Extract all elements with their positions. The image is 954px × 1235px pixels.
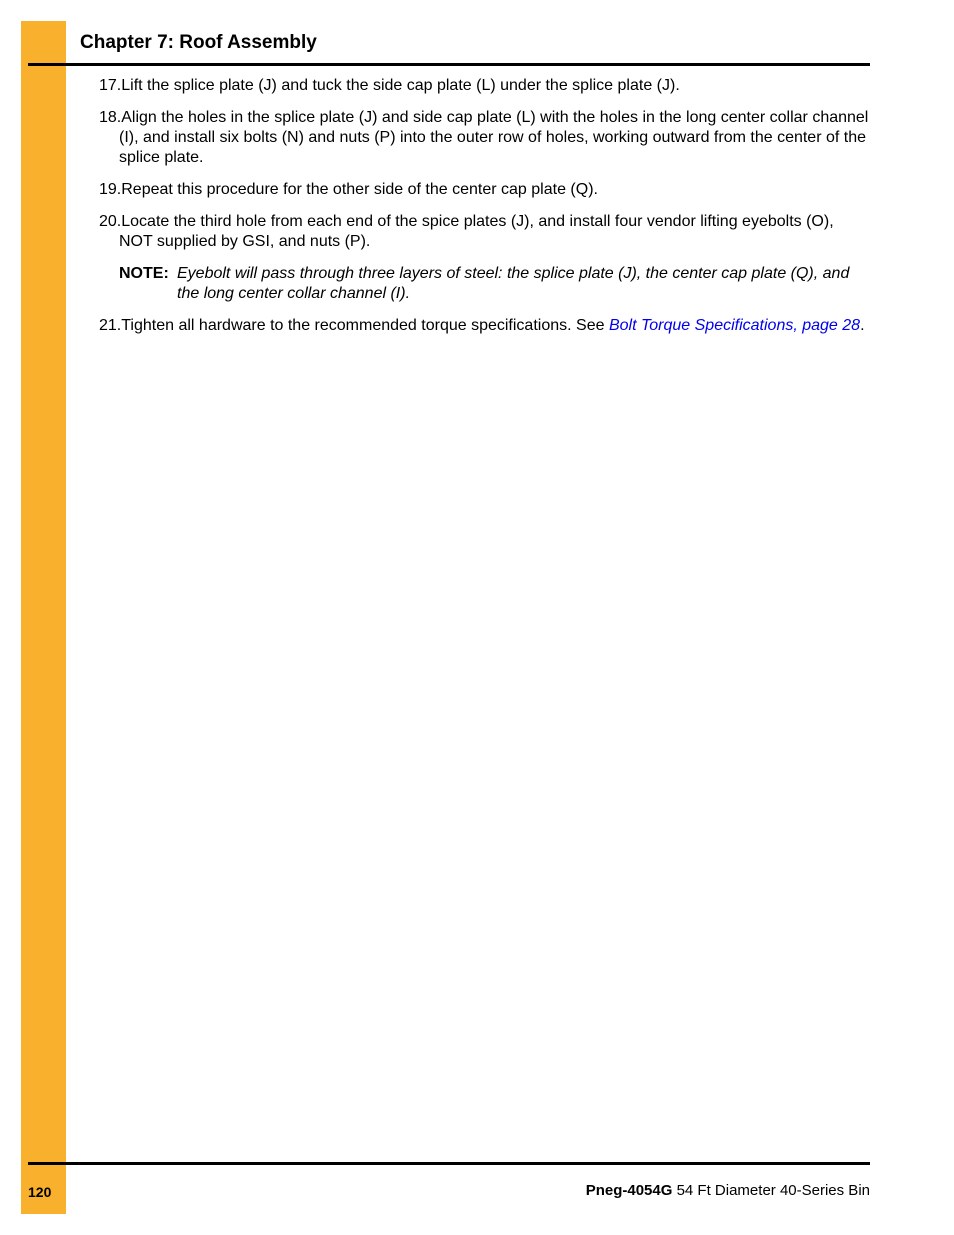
bolt-torque-link[interactable]: Bolt Torque Specifications, page 28	[608, 317, 861, 334]
document-name: 54 Ft Diameter 40-Series Bin	[676, 1182, 870, 1199]
step-17	[99, 76, 871, 96]
step-text: Repeat this procedure for the other side of the center cap plate (Q).	[121, 181, 598, 198]
step-21	[99, 316, 871, 336]
step-text: Align the holes in the splice plate (J) and side cap plate (L) with the holes in the long center collar channel (I), and install six bolts (N) and nuts (P) into the outer row of holes, working outward from the center of the splice plate.	[119, 109, 869, 166]
step-number: 17.	[99, 77, 122, 94]
page-number: 120	[28, 1184, 52, 1200]
note-block	[119, 264, 871, 304]
note-text: Eyebolt will pass through three layers of steel: the splice plate (J), the center cap plate (Q), and the long center collar channel (I).	[177, 265, 850, 302]
document-id: Pneg-4054G	[585, 1182, 673, 1199]
step-text: Locate the third hole from each end of the spice plates (J), and install four vendor lifting eyebolts (O), NOT supplied by GSI, and nuts (P).	[119, 213, 834, 250]
step-18	[99, 108, 871, 168]
step-number: 18.	[99, 109, 122, 126]
step-text: Lift the splice plate (J) and tuck the side cap plate (L) under the splice plate (J).	[121, 77, 680, 94]
header-rule	[28, 63, 870, 66]
chapter-side-bar	[21, 21, 66, 1214]
instruction-list	[99, 76, 871, 348]
step-20	[99, 212, 871, 252]
chapter-title: Chapter 7: Roof Assembly	[80, 32, 317, 53]
step-number: 19.	[99, 181, 122, 198]
step-number: 20.	[99, 213, 122, 230]
step-19	[99, 180, 871, 200]
note-label: NOTE:	[119, 265, 169, 282]
step-text: Tighten all hardware to the recommended torque specifications. See	[121, 317, 609, 334]
footer-rule	[28, 1162, 870, 1165]
step-number: 21.	[99, 317, 122, 334]
step-text-end: .	[860, 317, 865, 334]
footer-document-title	[586, 1182, 870, 1200]
